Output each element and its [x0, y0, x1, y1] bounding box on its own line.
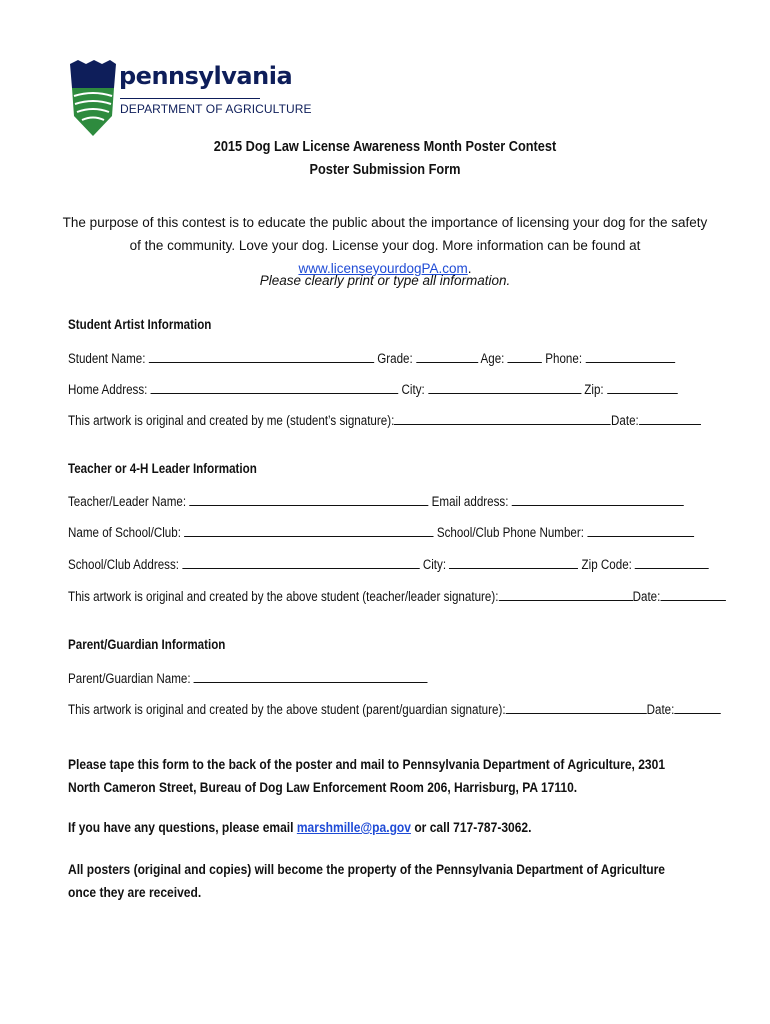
- school-name-label: Name of School/Club:: [68, 525, 181, 540]
- pa-agriculture-logo: [68, 58, 312, 138]
- student-signature-label: This artwork is original and created by me (student’s signature):: [68, 413, 395, 428]
- zip-label: Zip:: [584, 382, 604, 397]
- teacher-row-3: [68, 556, 709, 572]
- school-phone-label: School/Club Phone Number:: [436, 525, 584, 540]
- school-phone-field[interactable]: [587, 524, 694, 537]
- questions-phone: or call 717-787-3062.: [410, 819, 532, 835]
- age-field[interactable]: [508, 350, 542, 363]
- questions-text: If you have any questions, please email: [68, 819, 297, 835]
- grade-label: Grade:: [377, 351, 413, 366]
- phone-field[interactable]: [585, 350, 674, 363]
- zip-field[interactable]: [607, 381, 678, 394]
- student-date-field[interactable]: [639, 412, 701, 425]
- logo-divider: [120, 98, 260, 99]
- teacher-date-field[interactable]: [660, 588, 725, 601]
- teacher-date-label: Date:: [632, 589, 661, 604]
- contact-email-link[interactable]: marshmille@pa.gov: [296, 819, 411, 835]
- instruction-text: Please clearly print or type all information.: [259, 273, 511, 288]
- student-row-2: [68, 381, 677, 397]
- teacher-row-1: [68, 493, 684, 509]
- home-address-field[interactable]: [151, 381, 399, 394]
- website-link[interactable]: www.licenseyourdogPA.com: [298, 261, 468, 276]
- school-zip-field[interactable]: [635, 556, 709, 569]
- logo-subtitle: DEPARTMENT OF AGRICULTURE: [120, 102, 312, 116]
- school-zip-label: Zip Code:: [581, 557, 632, 572]
- teacher-section-heading: Teacher or 4-H Leader Information: [68, 461, 257, 476]
- property-notice: All posters (original and copies) will become the property of the Pennsylvania Department of Agriculture once they are received.: [68, 861, 665, 900]
- intro-period: .: [467, 261, 472, 276]
- school-name-field[interactable]: [184, 524, 433, 537]
- teacher-signature-label: This artwork is original and created by the above student (teacher/leader signature):: [68, 589, 499, 604]
- student-name-label: Student Name:: [68, 351, 146, 366]
- form-subtitle: Poster Submission Form: [309, 162, 461, 178]
- parent-section-heading: Parent/Guardian Information: [68, 637, 226, 652]
- mail-instructions: Please tape this form to the back of the poster and mail to Pennsylvania Department of Agriculture, 2301 North Cameron Street, Bureau of Dog Law Enforcement Room 206, Harrisburg, PA 17110.: [68, 756, 666, 795]
- school-city-field[interactable]: [449, 556, 578, 569]
- parent-name-label: Parent/Guardian Name:: [68, 671, 191, 686]
- student-row-1: [68, 350, 675, 366]
- school-address-label: School/Club Address:: [68, 557, 180, 572]
- student-date-label: Date:: [611, 413, 639, 428]
- parent-signature-label: This artwork is original and created by the above student (parent/guardian signature):: [68, 702, 506, 717]
- teacher-name-field[interactable]: [189, 493, 428, 506]
- intro-paragraph: [60, 211, 710, 280]
- questions-line: [68, 816, 687, 839]
- parent-name-field[interactable]: [194, 670, 428, 683]
- city-field[interactable]: [428, 381, 581, 394]
- email-label: Email address:: [431, 494, 509, 509]
- parent-date-field[interactable]: [674, 701, 720, 714]
- teacher-signature-field[interactable]: [498, 588, 632, 601]
- student-row-3: [68, 412, 701, 428]
- email-field[interactable]: [512, 493, 684, 506]
- parent-row-1: [68, 670, 428, 686]
- student-section-heading: Student Artist Information: [68, 317, 212, 332]
- form-title: 2015 Dog Law License Awareness Month Poster Contest: [213, 139, 557, 155]
- phone-label: Phone:: [545, 351, 583, 366]
- parent-row-2: [68, 701, 721, 717]
- parent-signature-field[interactable]: [506, 701, 647, 714]
- city-label: City:: [401, 382, 425, 397]
- grade-field[interactable]: [416, 350, 478, 363]
- school-city-label: City:: [422, 557, 447, 572]
- student-signature-field[interactable]: [394, 412, 611, 425]
- teacher-row-2: [68, 524, 694, 540]
- school-address-field[interactable]: [182, 556, 419, 569]
- student-name-field[interactable]: [149, 350, 374, 363]
- parent-date-label: Date:: [646, 702, 675, 717]
- logo-wordmark: pennsylvania: [119, 62, 293, 90]
- age-label: Age:: [480, 351, 505, 366]
- home-address-label: Home Address:: [68, 382, 148, 397]
- teacher-row-4: [68, 588, 726, 604]
- intro-text: The purpose of this contest is to educate the public about the importance of licensing your dog for the safety of the community. Love your dog. License your dog. More information can be found at: [62, 215, 708, 253]
- teacher-name-label: Teacher/Leader Name:: [68, 494, 187, 509]
